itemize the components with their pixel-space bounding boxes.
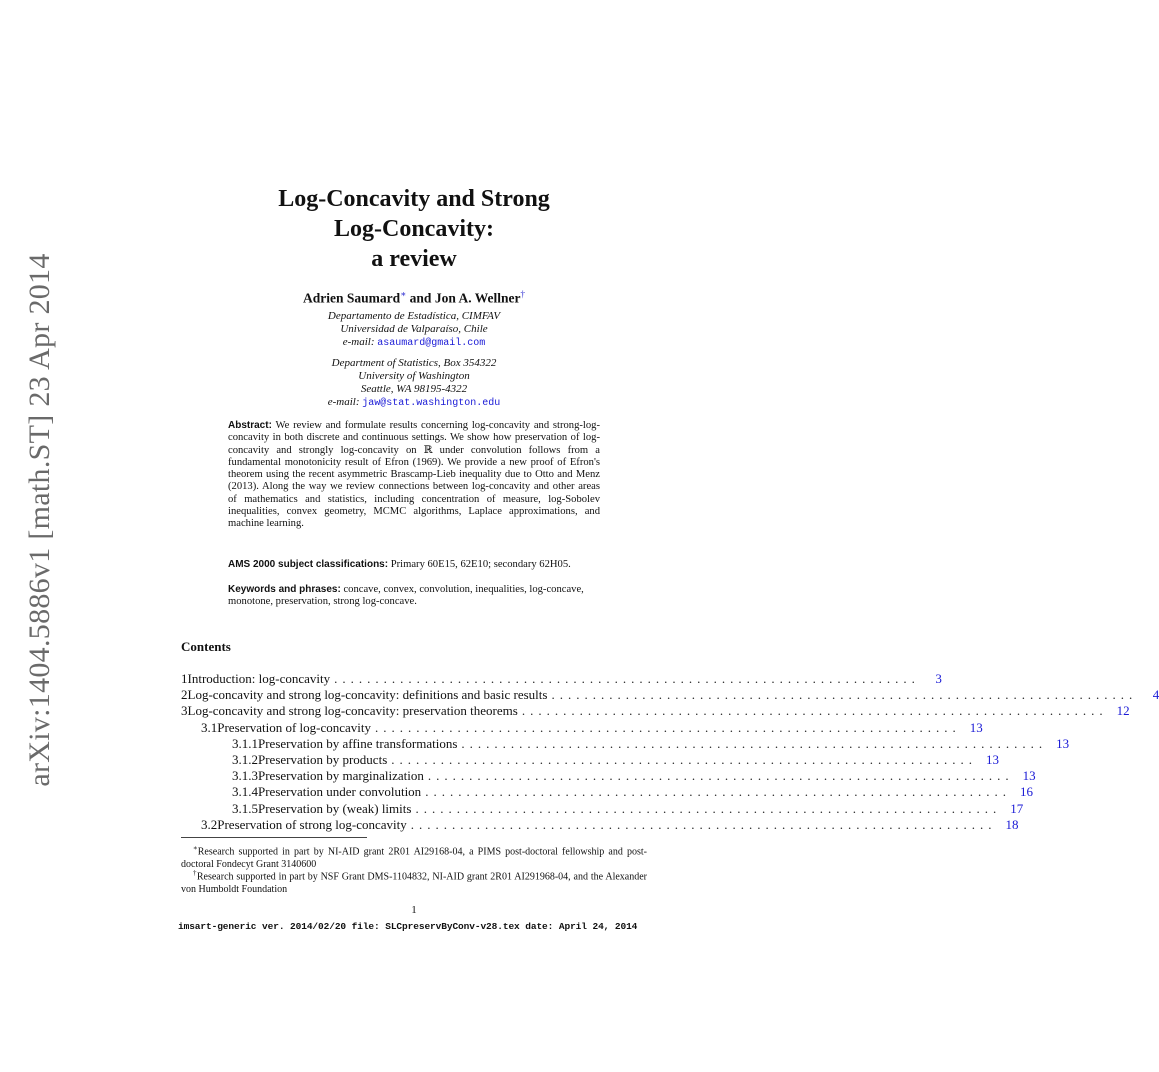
toc-number: 3.1.1 bbox=[232, 735, 258, 751]
toc-leader: ....................................................................... bbox=[415, 800, 1002, 816]
table-of-contents bbox=[181, 671, 1159, 833]
author-conjunction: and bbox=[406, 290, 435, 306]
toc-entry[interactable] bbox=[181, 735, 1070, 752]
keywords-label: Keywords and phrases: bbox=[228, 584, 341, 595]
toc-leader: ....................................................................... bbox=[425, 784, 1011, 800]
toc-entry[interactable] bbox=[181, 751, 1000, 768]
toc-entry[interactable] bbox=[181, 800, 1024, 817]
title-line-1: Log-Concavity and Strong bbox=[278, 186, 550, 212]
email-label: e-mail: bbox=[327, 396, 363, 408]
toc-page-link[interactable]: 16 bbox=[1019, 784, 1033, 800]
page-number: 1 bbox=[411, 904, 417, 916]
toc-page-link[interactable]: 13 bbox=[1022, 768, 1036, 784]
toc-number: 3.1 bbox=[201, 719, 218, 735]
toc-label: Preservation by affine transformations bbox=[258, 735, 458, 751]
toc-leader: ....................................................................... bbox=[461, 735, 1048, 751]
keywords bbox=[228, 584, 600, 609]
toc-entry[interactable] bbox=[181, 671, 942, 687]
affiliation-1 bbox=[200, 310, 628, 350]
toc-label: Preservation by marginalization bbox=[258, 768, 424, 784]
toc-leader: ....................................................................... bbox=[334, 671, 920, 686]
footnote-divider bbox=[181, 837, 367, 838]
toc-label: Preservation of log-concavity bbox=[217, 719, 372, 735]
affiliation-1-line-2: Universidad de Valparaíso, Chile bbox=[340, 323, 488, 335]
affiliation-2-line-2: University of Washington bbox=[358, 370, 470, 382]
author-2-footnote-mark[interactable]: † bbox=[520, 289, 525, 299]
author-1-footnote-mark[interactable]: ∗ bbox=[400, 289, 407, 299]
footnote-1-mark: ∗ bbox=[193, 844, 198, 852]
footnote-2-mark: † bbox=[193, 869, 197, 877]
email-link-1[interactable]: asaumard@gmail.com bbox=[377, 338, 486, 349]
toc-leader: ....................................................................... bbox=[551, 687, 1138, 703]
toc-number: 3.1.5 bbox=[232, 800, 258, 816]
affiliation-2 bbox=[200, 357, 628, 410]
toc-label: Log-concavity and strong log-concavity: preservation theorems bbox=[187, 703, 518, 719]
toc-entry[interactable] bbox=[181, 768, 1036, 784]
affiliation-2-email-row bbox=[200, 396, 628, 410]
toc-number: 3.1.4 bbox=[232, 784, 258, 800]
affiliation-1-line-1: Departamento de Estadística, CIMFAV bbox=[327, 310, 501, 322]
toc-leader: ....................................................................... bbox=[391, 751, 978, 767]
toc-number: 3 bbox=[181, 703, 188, 719]
toc-page-link[interactable]: 13 bbox=[986, 751, 1000, 767]
toc-page-link[interactable]: 17 bbox=[1010, 800, 1024, 816]
toc-entry[interactable] bbox=[181, 719, 983, 736]
affiliation-1-email-row bbox=[200, 336, 628, 350]
toc-label: Preservation under convolution bbox=[258, 784, 422, 800]
footnote-2 bbox=[181, 867, 647, 896]
toc-page-link[interactable]: 13 bbox=[969, 719, 983, 735]
toc-page-link[interactable]: 12 bbox=[1116, 703, 1130, 719]
toc-entry[interactable] bbox=[181, 687, 1159, 703]
toc-entry[interactable] bbox=[181, 816, 1019, 833]
paper-title bbox=[200, 184, 628, 274]
toc-number: 3.1.3 bbox=[232, 768, 258, 784]
footnote-2-text: Research supported in part by NSF Grant DMS-1104832, NI-AID grant 2R01 AI291968-04, and the Alexander von Humboldt Foundation bbox=[181, 871, 647, 896]
ams-text: Primary 60E15, 62E10; secondary 62H05. bbox=[390, 559, 571, 570]
toc-page-link[interactable]: 4 bbox=[1152, 687, 1159, 703]
toc-leader: ....................................................................... bbox=[375, 719, 961, 735]
toc-entry[interactable] bbox=[181, 784, 1033, 800]
toc-leader: ....................................................................... bbox=[427, 768, 1014, 784]
toc-label: Introduction: log-concavity bbox=[187, 671, 331, 686]
toc-number: 3.2 bbox=[201, 816, 218, 832]
toc-label: Preservation of strong log-concavity bbox=[217, 816, 407, 832]
toc-page-link[interactable]: 3 bbox=[935, 671, 942, 686]
toc-leader: ....................................................................... bbox=[410, 816, 997, 832]
affiliation-2-line-1: Department of Statistics, Box 354322 bbox=[331, 357, 497, 369]
abstract-label: Abstract: bbox=[228, 420, 272, 431]
title-line-3: a review bbox=[371, 246, 457, 272]
ams-classifications bbox=[228, 559, 600, 571]
toc-entry[interactable] bbox=[181, 703, 1130, 719]
toc-label: Log-concavity and strong log-concavity: definitions and basic results bbox=[187, 687, 548, 703]
toc-number: 3.1.2 bbox=[232, 751, 258, 767]
keywords-text: concave, convex, convolution, inequalities, log-concave, monotone, preservation, strong log-concave. bbox=[228, 584, 584, 608]
toc-leader: ....................................................................... bbox=[521, 703, 1108, 719]
abstract bbox=[228, 420, 600, 531]
email-link-2[interactable]: jaw@stat.washington.edu bbox=[362, 398, 501, 409]
abstract-text: We review and formulate results concerning log-concavity and strong-log-concavity in both discrete and continuous settings. We show how preservation of log-concavity and strongly log-concavity on ℝ under convolution follows from a fundamental monotonicity result of Efron (1969). We provide a new proof of Efron's theorem using the recent asymmetric Brascamp-Lieb inequality due to Otto and Menz (2013). Along the way we review connections between log-concavity and other areas of mathematics and statistics, including concentration of measure, log-Sobolev inequalities, convex geometry, MCMC algorithms, Laplace approximations, and machine learning. bbox=[228, 420, 600, 530]
author-2: Jon A. Wellner bbox=[434, 290, 521, 306]
affiliation-2-line-3: Seattle, WA 98195-4322 bbox=[360, 383, 468, 395]
contents-heading: Contents bbox=[181, 639, 231, 654]
toc-number: 2 bbox=[181, 687, 188, 703]
toc-number: 1 bbox=[181, 671, 188, 686]
author-list bbox=[200, 289, 628, 307]
ams-label: AMS 2000 subject classifications: bbox=[228, 559, 389, 570]
arxiv-stamp: arXiv:1404.5886v1 [math.ST] 23 Apr 2014 bbox=[23, 253, 56, 787]
author-1: Adrien Saumard bbox=[303, 290, 401, 306]
toc-page-link[interactable]: 18 bbox=[1005, 816, 1019, 832]
toc-page-link[interactable]: 13 bbox=[1056, 735, 1070, 751]
page-footer: imsart-generic ver. 2014/02/20 file: SLCpreservByConv-v28.tex date: April 24, 2014 bbox=[178, 921, 638, 932]
title-line-2: Log-Concavity: bbox=[334, 216, 494, 242]
email-label: e-mail: bbox=[342, 336, 378, 348]
toc-label: Preservation by (weak) limits bbox=[258, 800, 412, 816]
footnote-1-text: Research supported in part by NI-AID grant 2R01 AI29168-04, a PIMS post-doctoral fellowship and post-doctoral Fondecyt Grant 3140600 bbox=[181, 846, 647, 871]
toc-label: Preservation by products bbox=[258, 751, 388, 767]
